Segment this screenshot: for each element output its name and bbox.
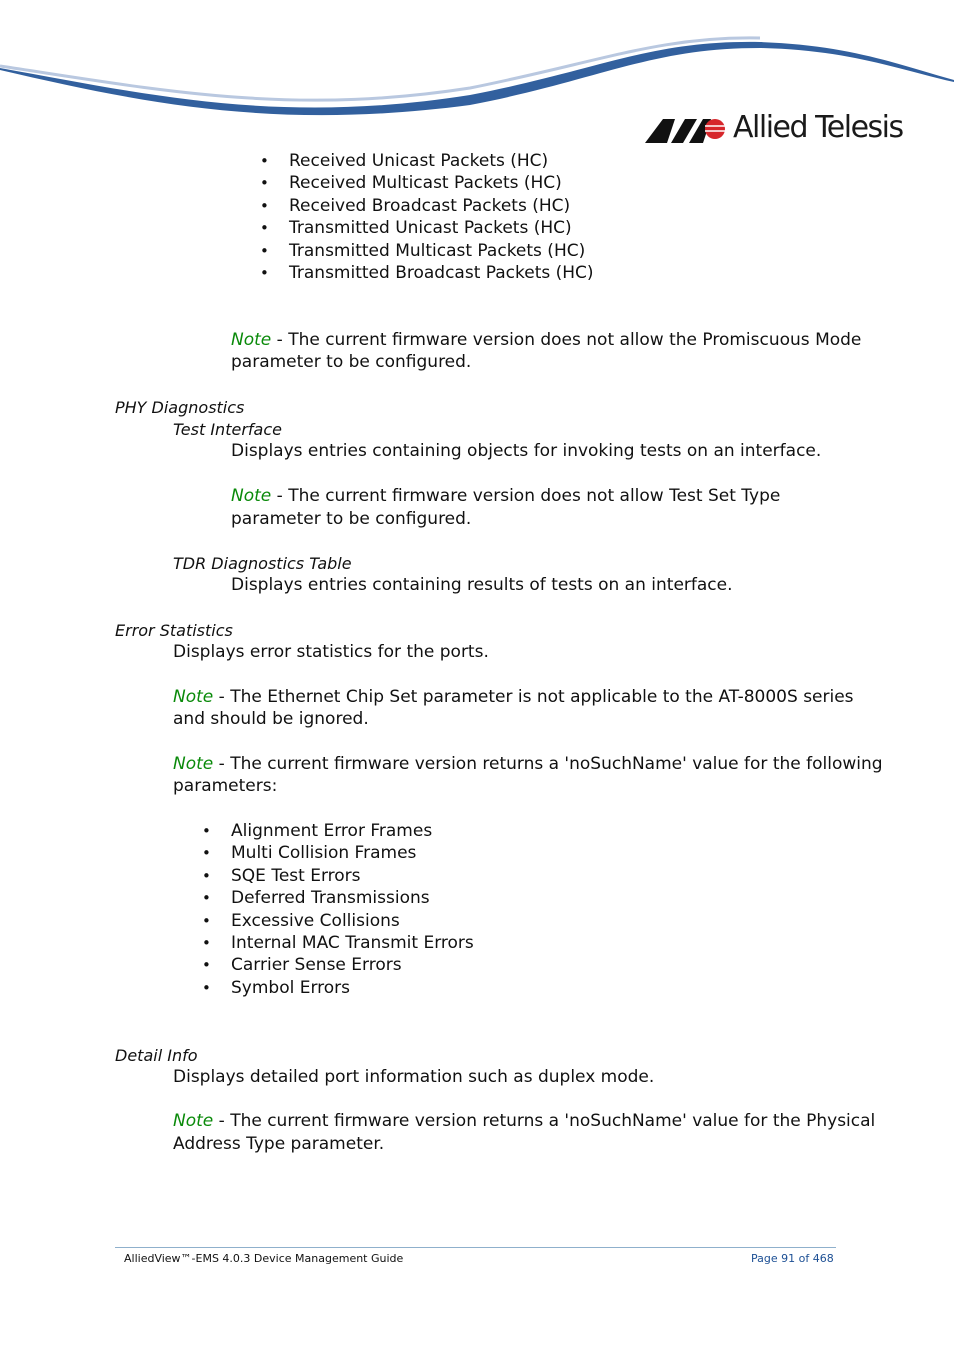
list-item: • Transmitted Unicast Packets (HC) <box>260 217 594 239</box>
error-params-list <box>202 820 474 999</box>
hc-packets-list <box>260 150 594 284</box>
note-test-set-type: Note - The current firmware version does not allow Test Set Type <box>231 486 781 506</box>
error-statistics-desc: Displays error statistics for the ports. <box>173 642 489 662</box>
note-chip-set: Note - The Ethernet Chip Set parameter is not applicable to the AT-8000S series <box>173 687 854 707</box>
error-statistics-heading: Error Statistics <box>115 621 233 640</box>
allied-telesis-logo <box>645 108 903 148</box>
note-label: Note <box>231 486 272 506</box>
note-physical-address: Note - The current firmware version returns a 'noSuchName' value for the Physical <box>173 1111 876 1131</box>
list-item: • Symbol Errors <box>202 977 474 999</box>
list-item: • Internal MAC Transmit Errors <box>202 932 474 954</box>
list-item: • Deferred Transmissions <box>202 887 474 909</box>
list-item: • Multi Collision Frames <box>202 842 474 864</box>
note-label: Note <box>231 330 272 350</box>
test-interface-heading: Test Interface <box>173 420 282 439</box>
note-test-set-type-cont: parameter to be configured. <box>231 509 472 529</box>
list-item: • Received Multicast Packets (HC) <box>260 172 594 194</box>
list-item: • Received Broadcast Packets (HC) <box>260 195 594 217</box>
note-label: Note <box>173 687 214 707</box>
footer-divider <box>115 1247 836 1248</box>
footer-page-number: Page 91 of 468 <box>751 1252 834 1265</box>
tdr-heading: TDR Diagnostics Table <box>173 554 352 573</box>
list-item: • SQE Test Errors <box>202 865 474 887</box>
note-nosuchname-params-cont: parameters: <box>173 776 278 796</box>
test-interface-desc: Displays entries containing objects for invoking tests on an interface. <box>231 441 822 461</box>
list-item: • Transmitted Multicast Packets (HC) <box>260 240 594 262</box>
detail-info-desc: Displays detailed port information such as duplex mode. <box>173 1067 655 1087</box>
list-item: • Transmitted Broadcast Packets (HC) <box>260 262 594 284</box>
list-item: • Received Unicast Packets (HC) <box>260 150 594 172</box>
list-item: • Alignment Error Frames <box>202 820 474 842</box>
logo-text: Allied Telesis <box>733 110 903 145</box>
note-promiscuous: Note - The current firmware version does not allow the Promiscuous Mode <box>231 330 862 350</box>
phy-diagnostics-heading: PHY Diagnostics <box>115 398 245 417</box>
list-item: • Excessive Collisions <box>202 910 474 932</box>
note-label: Note <box>173 1111 214 1131</box>
note-physical-address-cont: Address Type parameter. <box>173 1134 385 1154</box>
note-chip-set-cont: and should be ignored. <box>173 709 369 729</box>
list-item: • Carrier Sense Errors <box>202 954 474 976</box>
note-nosuchname-params: Note - The current firmware version returns a 'noSuchName' value for the following <box>173 754 883 774</box>
tdr-desc: Displays entries containing results of tests on an interface. <box>231 575 733 595</box>
logo-mark-icon <box>645 113 725 143</box>
note-promiscuous-cont: parameter to be configured. <box>231 352 472 372</box>
detail-info-heading: Detail Info <box>115 1046 198 1065</box>
note-label: Note <box>173 754 214 774</box>
footer-guide-title: AlliedView™-EMS 4.0.3 Device Management Guide <box>124 1252 404 1265</box>
